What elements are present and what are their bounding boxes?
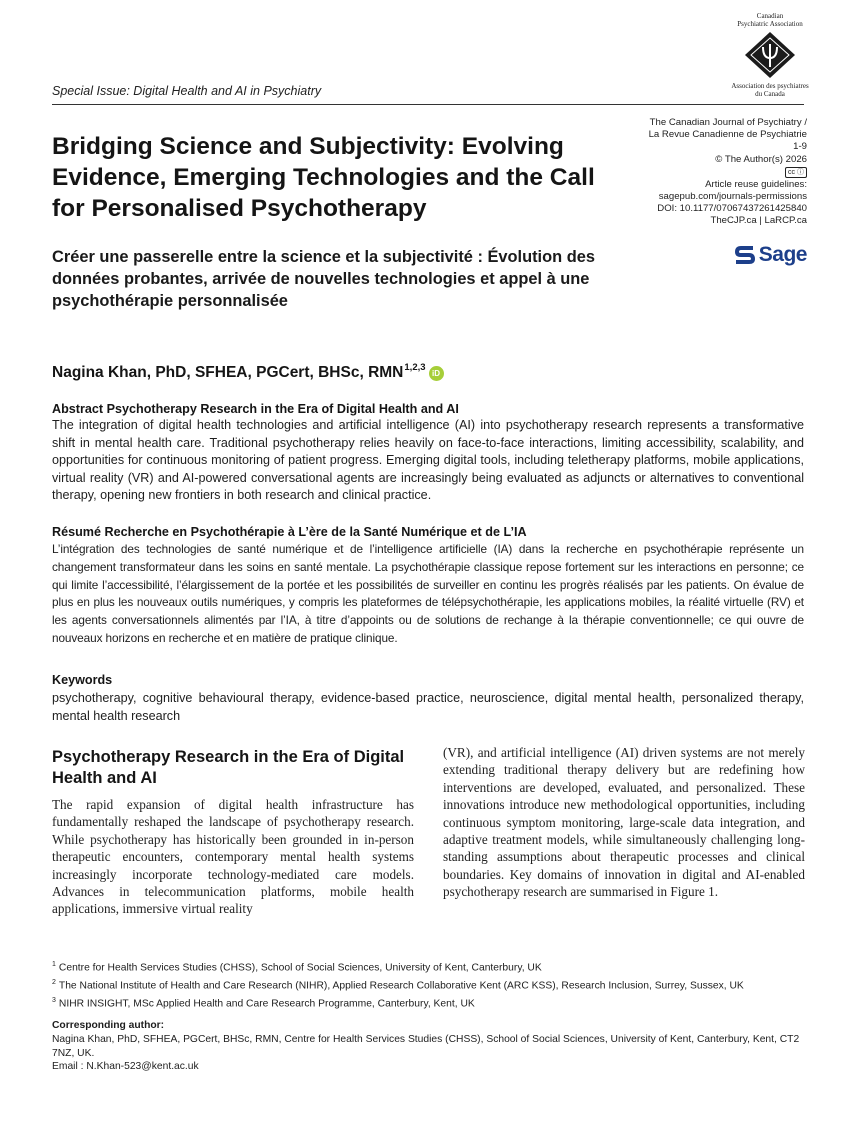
sage-logo (735, 243, 807, 267)
orcid-icon[interactable]: iD (429, 366, 444, 381)
reuse-label: Article reuse guidelines: (705, 178, 807, 190)
corresponding-email[interactable]: Email : N.Khan-523@kent.ac.uk (52, 1061, 199, 1073)
reuse-link[interactable]: sagepub.com/journals-permissions (658, 191, 807, 203)
affiliation-item: $^1$ Centre for Health Services Studies (CHSS), School of Social Sciences, University of Kent, Canterbury, UK (52, 961, 542, 974)
abstract-text: The integration of digital health technologies and artificial intelligence (AI) into psychotherapy research represents a transformative shift in mental health care. Traditional psychotherapy relies heavily on face-to-face interactions, limiting accessibility, scalability, and opportunities for continuous monitoring of patient progress. Emerging digital tools, including teletherapy platforms, mobile applications, virtual reality (VR) and AI-powered conversational agents are increasingly being evaluated as adjuncts or alternatives to conventional therapy, opening new frontiers in both research and clinical practice. (52, 418, 804, 503)
page-range: 1-9 (793, 141, 807, 153)
resume-text: L’intégration des technologies de santé numérique et de l’intelligence artificielle (IA) dans la recherche en psychothérapie représente un changement transformateur dans les soins en santé mentale. La psychothérapie classique repose fortement sur les interactions en personne; ce qui limite l’accessibilité, l’élargissement de la portée et les possibilités de surveiller en continu les progrès réalisés par les patients. On évalue de plus en plus les nouveaux outils numériques, y compris les plateformes de télépsychothérapie, les applications mobiles, la réalité virtuelle (RV) et les agents conversationnels alimentés par l’IA, à titre d’appoints ou de solutions de rechange à la thérapie conventionnelle; ce qui ouvre de nouveaux horizons en recherche et en matière de pratique clinique. (52, 542, 804, 645)
keywords-text: psychotherapy, cognitive behavioural therapy, evidence-based practice, neuroscience, digital mental health, personalized therapy, mental health research (52, 691, 804, 723)
sage-s-icon (735, 244, 755, 266)
journal-site-link[interactable]: TheCJP.ca | LaRCP.ca (710, 215, 807, 227)
keywords-heading: Keywords (52, 673, 113, 687)
resume-heading: Résumé Recherche en Psychothérapie à L’ère de la Santé Numérique et de L’IA (52, 525, 527, 539)
abstract-heading: Abstract Psychotherapy Research in the Era of Digital Health and AI (52, 402, 459, 416)
logo-bottom-line-1: Association des psychiatres (731, 82, 809, 90)
corresponding-label: Corresponding author: (52, 1020, 165, 1031)
body-column-right: (VR), and artificial intelligence (AI) driven systems are not merely extending traditional therapy delivery but are redefining how interventions are developed, evaluated, and personalized. These innovations introduce new methodological opportunities, including continuous symptom monitoring, large-scale data integration, and adaptive treatment models, while simultaneously challenging long-standing assumptions about therapeutic processes and clinical boundaries. Key domains of innovation in digital and AI-enabled psychotherapy research are summarised in Figure 1. (443, 745, 805, 900)
logo-top-line-1: Canadian (756, 12, 784, 20)
cpa-logo (722, 12, 818, 108)
body-column-left: The rapid expansion of digital health infrastructure has fundamentally reshaped the landscape of psychotherapy research. While psychotherapy has historically been grounded in in-person therapeutic encounters, contemporary mental health systems increasingly incorporate technology-mediated care models. Advances in telecommunication platforms, mobile health applications, immersive virtual reality (52, 797, 414, 917)
article-title: Bridging Science and Subjectivity: Evolving Evidence, Emerging Technologies and the Call for Personalised Psychotherapy (52, 133, 595, 222)
affiliation-item: $^3$ NIHR INSIGHT, MSc Applied Health and Care Research Programme, Canterbury, Kent, UK (52, 996, 475, 1010)
logo-top-line-2: Psychiatric Association (737, 20, 803, 28)
corresponding-address: Nagina Khan, PhD, SFHEA, PGCert, BHSc, RMN, Centre for Health Services Studies (CHSS), School of Social Sciences, University of Kent, Canterbury, Kent, CT2 7NZ, UK. (52, 1033, 800, 1059)
section-heading: Psychotherapy Research in the Era of Digital Health and AI (52, 748, 405, 787)
psi-diamond-icon (743, 30, 797, 80)
corresponding-author (52, 1019, 804, 1074)
journal-name-en: The Canadian Journal of Psychiatry / (649, 117, 807, 128)
author-name: Nagina Khan, PhD, SFHEA, PGCert, BHSc, RMN (52, 364, 404, 381)
journal-name-fr: La Revue Canadienne de Psychiatrie (648, 129, 807, 141)
author-affiliation-marks: 1,2,3 (404, 362, 426, 373)
french-title: Créer une passerelle entre la science et la subjectivité : Évolution des données probantes, arrivée de nouvelles technologies et appel à une psychothérapie personnalisée (52, 248, 595, 310)
author-line (52, 364, 444, 382)
header-rule (52, 104, 804, 105)
copyright: © The Author(s) 2026 (715, 153, 807, 165)
special-issue-label: Special Issue: Digital Health and AI in Psychiatry (52, 84, 322, 98)
affiliation-item: $^2$ The National Institute of Health and Care Research (NIHR), Applied Research Collaborative Kent (ARC KSS), Research Inclusion, Surrey, Sussex, UK (52, 978, 744, 992)
affiliations (52, 958, 804, 1012)
sage-wordmark: Sage (758, 243, 807, 266)
doi[interactable]: DOI: 10.1177/07067437261425840 (657, 203, 807, 215)
cc-license-icon[interactable]: cc ⓘ (785, 167, 807, 178)
logo-bottom-line-2: du Canada (755, 90, 785, 98)
